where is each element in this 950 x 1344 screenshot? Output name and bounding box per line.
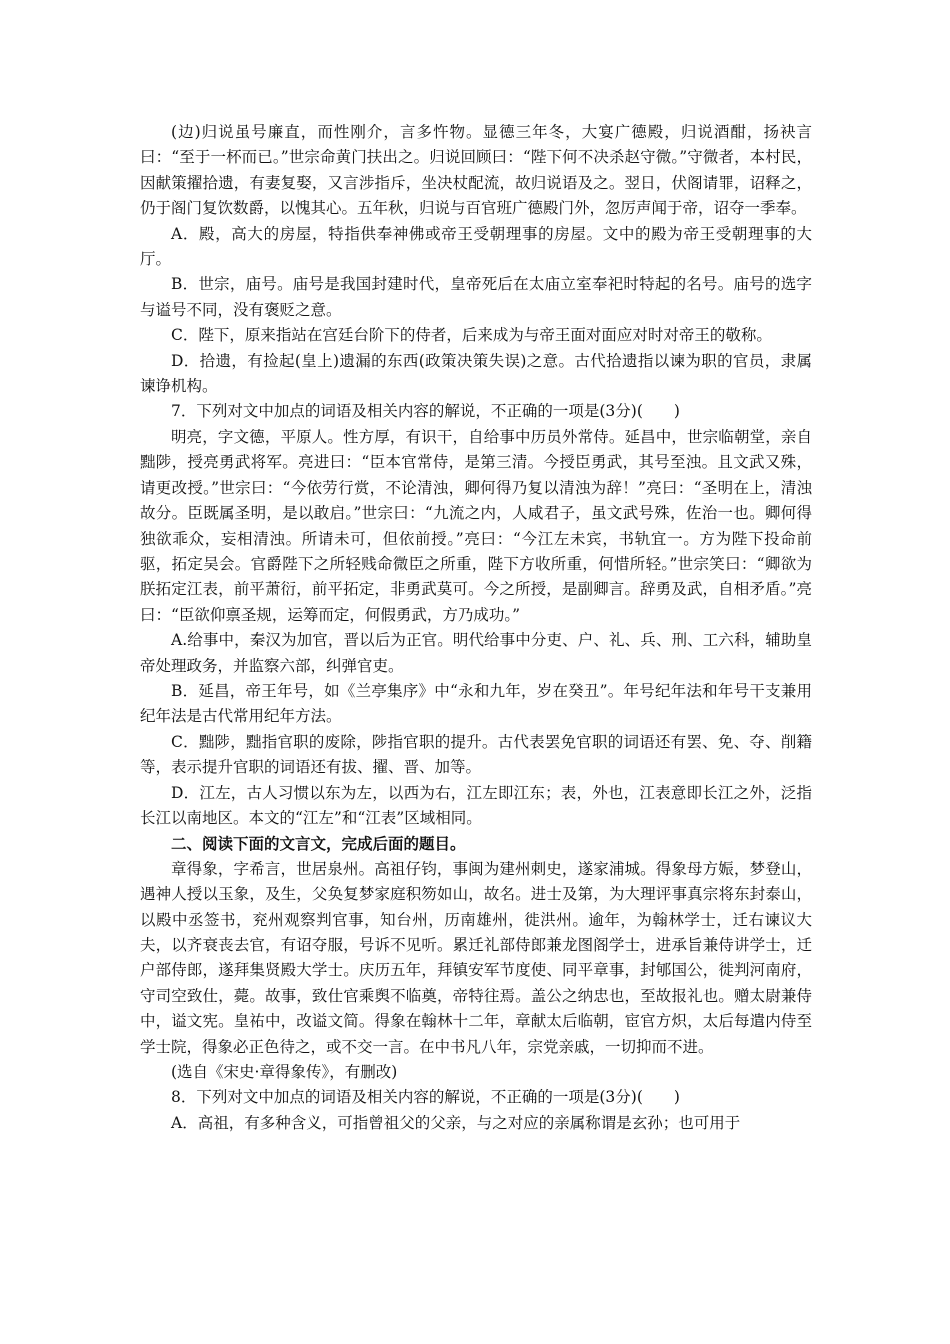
- option-d-q6: D．拾遗，有捡起(皇上)遗漏的东西(政策决策失误)之意。古代拾遗指以谏为职的官员，隶属谏诤机构。: [140, 351, 812, 396]
- option-a-q6: A．殿，高大的房屋，特指供奉神佛或帝王受朝理事的房屋。文中的殿为帝王受朝理事的大厅。: [140, 224, 812, 269]
- option-a-q8: A．高祖，有多种含义，可指曾祖父的父亲，与之对应的亲属称谓是玄孙；也可用于: [171, 1113, 741, 1132]
- question-8: 8．下列对文中加点的词语及相关内容的解说，不正确的一项是(3分)( ): [171, 1088, 680, 1107]
- option-c-q7: C．黜陟，黜指官职的废除，陟指官职的提升。古代表罢免官职的词语还有罢、免、夺、削籍等，表示提升官职的词语还有拔、擢、晋、加等。: [140, 732, 812, 777]
- option-d-q7: D．江左，古人习惯以东为左，以西为右，江左即江东；表，外也，江表意即长江之外，泛指长江以南地区。本文的“江左”和“江表”区域相同。: [140, 783, 812, 827]
- document-page: [140, 120, 812, 1136]
- question-7: 7．下列对文中加点的词语及相关内容的解说，不正确的一项是(3分)( ): [171, 402, 680, 421]
- option-b-q7: B．延昌，帝王年号，如《兰亭集序》中“永和九年，岁在癸丑”。年号纪年法和年号干支兼用纪年法是古代常用纪年方法。: [140, 681, 812, 726]
- passage-guishuo: (边)归说虽号廉直，而性刚介，言多忤物。显德三年冬，大宴广德殿，归说酒酣，扬袂言曰：“至于一杯而已。”世宗命黄门扶出之。归说回顾曰：“陛下何不决杀赵守微。”守微者，本村民，因献策擢拾遗，有妻复娶，又言涉指斥，坐决杖配流，故归说语及之。翌日，伏阁请罪，诏释之，仍于阁门复饮数爵，以愧其心。五年秋，归说与百官班广德殿门外，忽厉声闻于帝，诏夺一季奉。: [140, 123, 812, 218]
- passage-zhangdexiang: 章得象，字希言，世居泉州。高祖仔钧，事闽为建州刺史，遂家浦城。得象母方娠，梦登山，遇神人授以玉象，及生，父奂复梦家庭积笏如山，故名。进士及第，为大理评事真宗将东封泰山，以殿中丞签书，兖州观察判官事，知台州，历南雄州，徙洪州。逾年，为翰林学士，迁右谏议大夫，以齐衰丧去官，有诏夺服，号诉不见听。累迁礼部侍郎兼龙图阁学士，进承旨兼侍讲学士，迁户部侍郎，遂拜集贤殿大学士。庆历五年，拜镇安军节度使、同平章事，封郇国公，徙判河南府，守司空致仕，薨。故事，致仕官乘舆不临奠，帝特往焉。盖公之纳忠也，至故报礼也。赠太尉兼侍中，谥文宪。皇祐中，改谥文简。得象在翰林十二年，章献太后临朝，宦官方炽，太后每遣内侍至学士院，得象必正色待之，或不交一言。在中书凡八年，宗党亲戚，一切抑而不进。: [140, 859, 812, 1056]
- section-heading-2: 二、阅读下面的文言文，完成后面的题目。: [171, 834, 466, 854]
- source-note: (选自《宋史·章得象传》，有删改): [171, 1063, 398, 1082]
- option-b-q6: B．世宗，庙号。庙号是我国封建时代，皇帝死后在太庙立室奉祀时特起的名号。庙号的选字与谥号不同，没有褒贬之意。: [140, 275, 812, 319]
- option-c-q6: C．陛下，原来指站在宫廷台阶下的侍者，后来成为与帝王面对面应对时对帝王的敬称。: [171, 326, 772, 345]
- passage-mingliang: 明亮，字文德，平原人。性方厚，有识干，自给事中历员外常侍。延昌中，世宗临朝堂，亲自黜陟，授亮勇武将军。亮进曰：“臣本官常侍，是第三清。今授臣勇武，其号至浊。且文武又殊，请更改授。”世宗曰：“今依劳行赏，不论清浊，卿何得乃复以清浊为辞！”亮曰：“圣明在上，清浊故分。臣既属圣明，是以敢启。”世宗曰：“九流之内，人咸君子，虽文武号殊，佐治一也。卿何得独欲乖众，妄相清浊。所请未可，但依前授。”亮曰：“今江左未宾，书轨宜一。方为陛下投命前驱，拓定吴会。官爵陛下之所轻贱命微臣之所重，陛下方收所重，何惜所轻。”世宗笑曰：“卿欲为朕拓定江表，前平萧衍，前平拓定，非勇武莫可。今之所授，是副卿言。辞勇及武，自相矛盾。”亮曰：“臣欲仰禀圣规，运筹而定，何假勇武，方乃成功。”: [140, 427, 812, 624]
- option-a-q7: A.给事中，秦汉为加官，晋以后为正官。明代给事中分吏、户、礼、兵、刑、工六科，辅助皇帝处理政务，并监察六部，纠弹官吏。: [140, 631, 812, 675]
